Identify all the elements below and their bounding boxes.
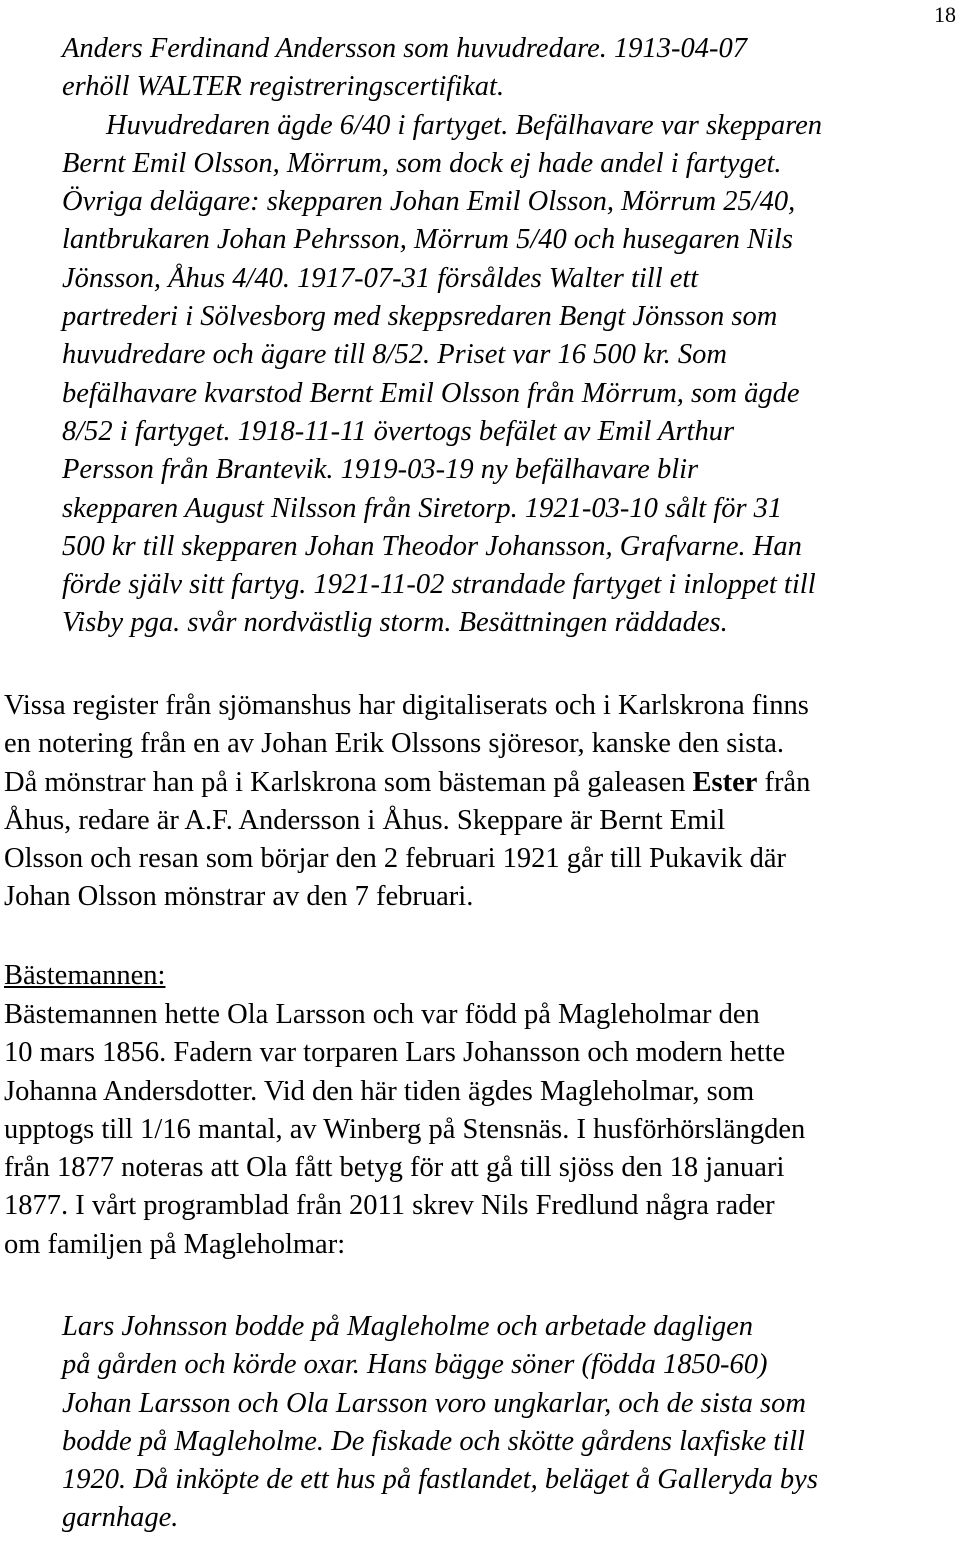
quote-line: 1920. Då inköpte de ett hus på fastlandet, beläget å Galleryda bys	[62, 1464, 818, 1496]
quote-line: Huvudredaren ägde 6/40 i fartyget. Befälhavare var skepparen	[106, 109, 823, 141]
quote-line: Johan Larsson och Ola Larsson voro ungkarlar, och de sista som	[62, 1387, 806, 1419]
paragraph-line: Johanna Andersdotter. Vid den här tiden ägdes Magleholmar, som	[4, 1075, 755, 1107]
quote-line: 500 kr till skepparen Johan Theodor Johansson, Grafvarne. Han	[62, 530, 802, 562]
quote-line: Övriga delägare: skepparen Johan Emil Olsson, Mörrum 25/40,	[62, 186, 796, 218]
paragraph-text: Då mönstrar han på i Karlskrona som bästeman på galeasen	[4, 766, 693, 798]
page-number: 18	[934, 2, 956, 27]
paragraph-line: 10 mars 1856. Fadern var torparen Lars Johansson och modern hette	[4, 1037, 786, 1069]
paragraph-text: från	[757, 766, 811, 798]
paragraph-line: Åhus, redare är A.F. Andersson i Åhus. Skeppare är Bernt Emil	[4, 804, 726, 836]
section-heading: Bästemannen:	[4, 960, 166, 991]
quote-line: huvudredare och ägare till 8/52. Priset var 16 500 kr. Som	[62, 339, 727, 371]
paragraph-line: Johan Olsson mönstrar av den 7 februari.	[4, 881, 474, 913]
paragraph-line: Bästemannen hette Ola Larsson och var född på Magleholmar den	[4, 999, 760, 1030]
quote-line: partrederi i Sölvesborg med skeppsredaren Bengt Jönsson som	[62, 301, 778, 333]
paragraph-line: Vissa register från sjömanshus har digitaliserats och i Karlskrona finns	[4, 690, 809, 721]
paragraph-sjomanshus	[4, 687, 954, 917]
quote-line: förde själv sitt fartyg. 1921-11-02 strandade fartyget i inloppet till	[62, 569, 816, 601]
paragraph-line: 1877. I vårt programblad från 2011 skrev Nils Fredlund några rader	[4, 1190, 775, 1222]
quote-line: Bernt Emil Olsson, Mörrum, som dock ej hade andel i fartyget.	[62, 147, 782, 179]
quote-walter-history	[62, 30, 942, 643]
quote-line: Anders Ferdinand Andersson som huvudredare. 1913-04-07	[62, 33, 747, 64]
quote-line: befälhavare kvarstod Bernt Emil Olsson från Mörrum, som ägde	[62, 377, 800, 409]
ship-name-ester: Ester	[692, 766, 758, 798]
quote-line: Persson från Brantevik. 1919-03-19 ny befälhavare blir	[62, 454, 699, 486]
quote-line: Visby pga. svår nordvästlig storm. Besättningen räddades.	[62, 607, 728, 639]
quote-line: på gården och körde oxar. Hans bägge söner (födda 1850-60)	[62, 1349, 768, 1381]
quote-line: bodde på Magleholme. De fiskade och skötte gårdens laxfiske till	[62, 1425, 805, 1457]
paragraph-line: upptogs till 1/16 mantal, av Winberg på Stensnäs. I husförhörslängden	[4, 1113, 806, 1145]
paragraph-line: från 1877 noteras att Ola fått betyg för att gå till sjöss den 18 januari	[4, 1152, 785, 1184]
paragraph-line	[4, 764, 954, 802]
quote-line: lantbrukaren Johan Pehrsson, Mörrum 5/40 och husegaren Nils	[62, 224, 793, 256]
quote-line: erhöll WALTER registreringscertifikat.	[62, 71, 505, 103]
paragraph-line: en notering från en av Johan Erik Olssons sjöresor, kanske den sista.	[4, 728, 785, 760]
paragraph-bastemannen	[4, 996, 954, 1264]
quote-line: garnhage.	[62, 1502, 179, 1534]
quote-magleholmar	[62, 1308, 942, 1538]
quote-line: Jönsson, Åhus 4/40. 1917-07-31 försåldes Walter till ett	[62, 262, 699, 294]
paragraph-line: Olsson och resan som börjar den 2 februari 1921 går till Pukavik där	[4, 843, 786, 875]
paragraph-line: om familjen på Magleholmar:	[4, 1228, 346, 1260]
quote-line: skepparen August Nilsson från Siretorp. 1921-03-10 sålt för 31	[62, 492, 783, 524]
quote-line: 8/52 i fartyget. 1918-11-11 övertogs befälet av Emil Arthur	[62, 415, 735, 447]
quote-line: Lars Johnsson bodde på Magleholme och arbetade dagligen	[62, 1311, 754, 1342]
